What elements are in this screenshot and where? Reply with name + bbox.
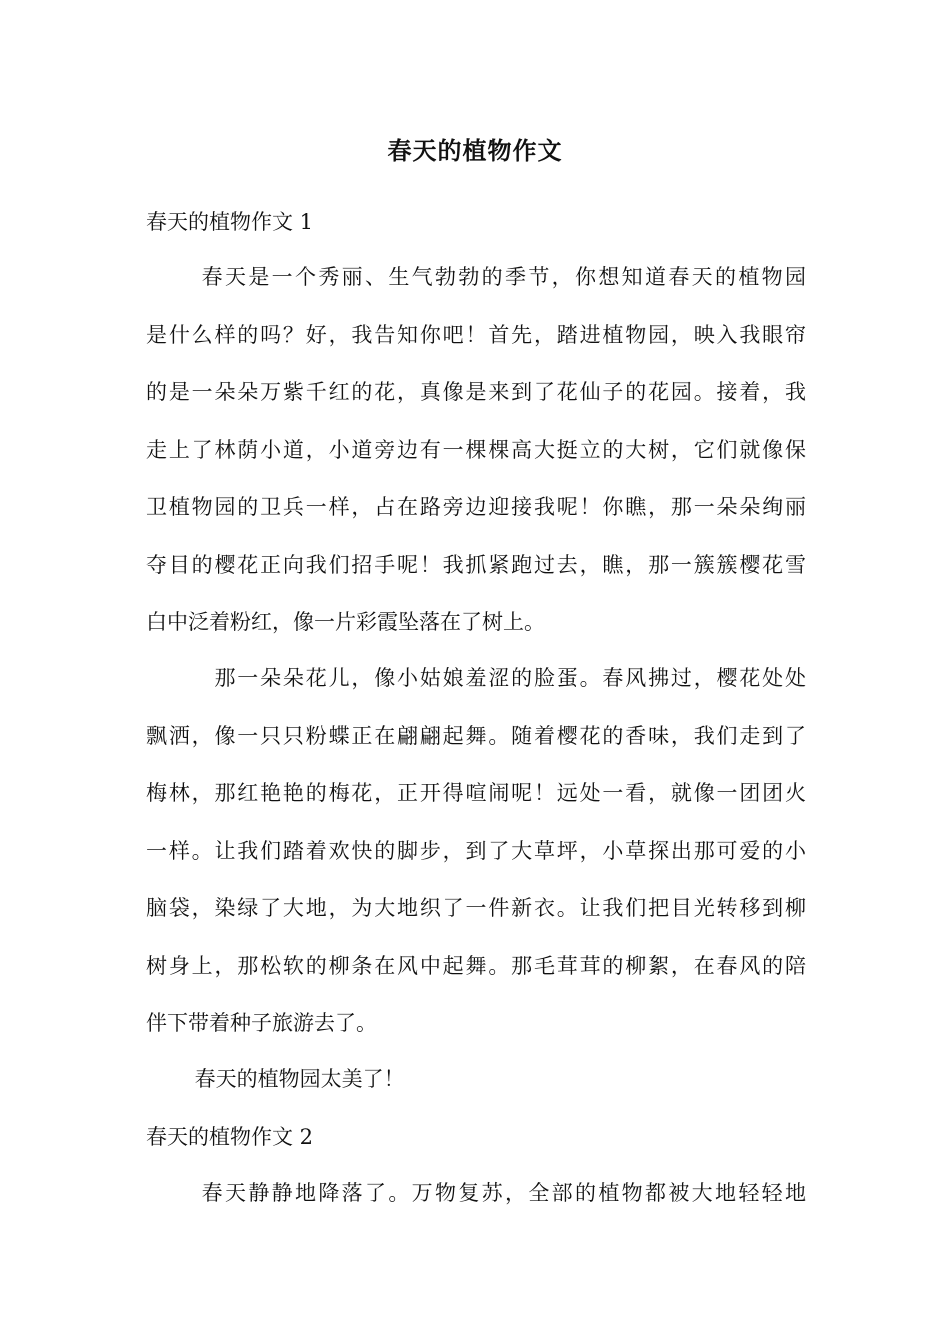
- paragraph-line: 飘洒，像一只只粉蝶正在翩翩起舞。随着樱花的香味，我们走到了: [146, 723, 806, 748]
- paragraph-line: 伴下带着种子旅游去了。: [146, 1011, 377, 1035]
- paragraph-line: 那一朵朵花儿，像小姑娘羞涩的脸蛋。春风拂过，樱花处处: [146, 666, 806, 690]
- paragraph-1: [146, 249, 806, 652]
- paragraph-line: 脑袋，染绿了大地，为大地织了一件新衣。让我们把目光转移到柳: [146, 896, 806, 920]
- section-heading-1: 春天的植物作文 1: [146, 210, 314, 234]
- paragraph-4: [146, 1165, 806, 1223]
- paragraph-line: 春天静静地降落了。万物复苏，全部的植物都被大地轻轻地: [146, 1181, 806, 1205]
- paragraph-line: 的是一朵朵万紫千红的花，真像是来到了花仙子的花园。接着，我: [146, 380, 806, 404]
- paragraph-line: 走上了林荫小道，小道旁边有一棵棵高大挺立的大树，它们就像保: [146, 437, 806, 462]
- paragraph-line: 一样。让我们踏着欢快的脚步，到了大草坪，小草探出那可爱的小: [146, 838, 806, 863]
- paragraph-line: 树身上，那松软的柳条在风中起舞。那毛茸茸的柳絮，在春风的陪: [146, 953, 806, 978]
- paragraph-line: 春天的植物园太美了！: [146, 1067, 405, 1091]
- paragraph-line: 春天是一个秀丽、生气勃勃的季节，你想知道春天的植物园: [146, 265, 806, 289]
- paragraph-line: 白中泛着粉红，像一片彩霞坠落在了树上。: [146, 610, 545, 634]
- paragraph-line: 夺目的樱花正向我们招手呢！我抓紧跑过去，瞧，那一簇簇樱花雪: [146, 552, 806, 577]
- paragraph-line: 梅林，那红艳艳的梅花，正开得喧闹呢！远处一看，就像一团团火: [146, 781, 806, 805]
- document-title: 春天的植物作文: [387, 136, 563, 165]
- paragraph-line: 卫植物园的卫兵一样，占在路旁边迎接我呢！你瞧，那一朵朵绚丽: [146, 495, 806, 519]
- section-heading-2: 春天的植物作文 2: [146, 1125, 314, 1149]
- paragraph-3: [146, 1051, 806, 1109]
- paragraph-2: [146, 650, 806, 1053]
- paragraph-line: 是什么样的吗？好，我告知你吧！首先，踏进植物园，映入我眼帘: [146, 322, 806, 347]
